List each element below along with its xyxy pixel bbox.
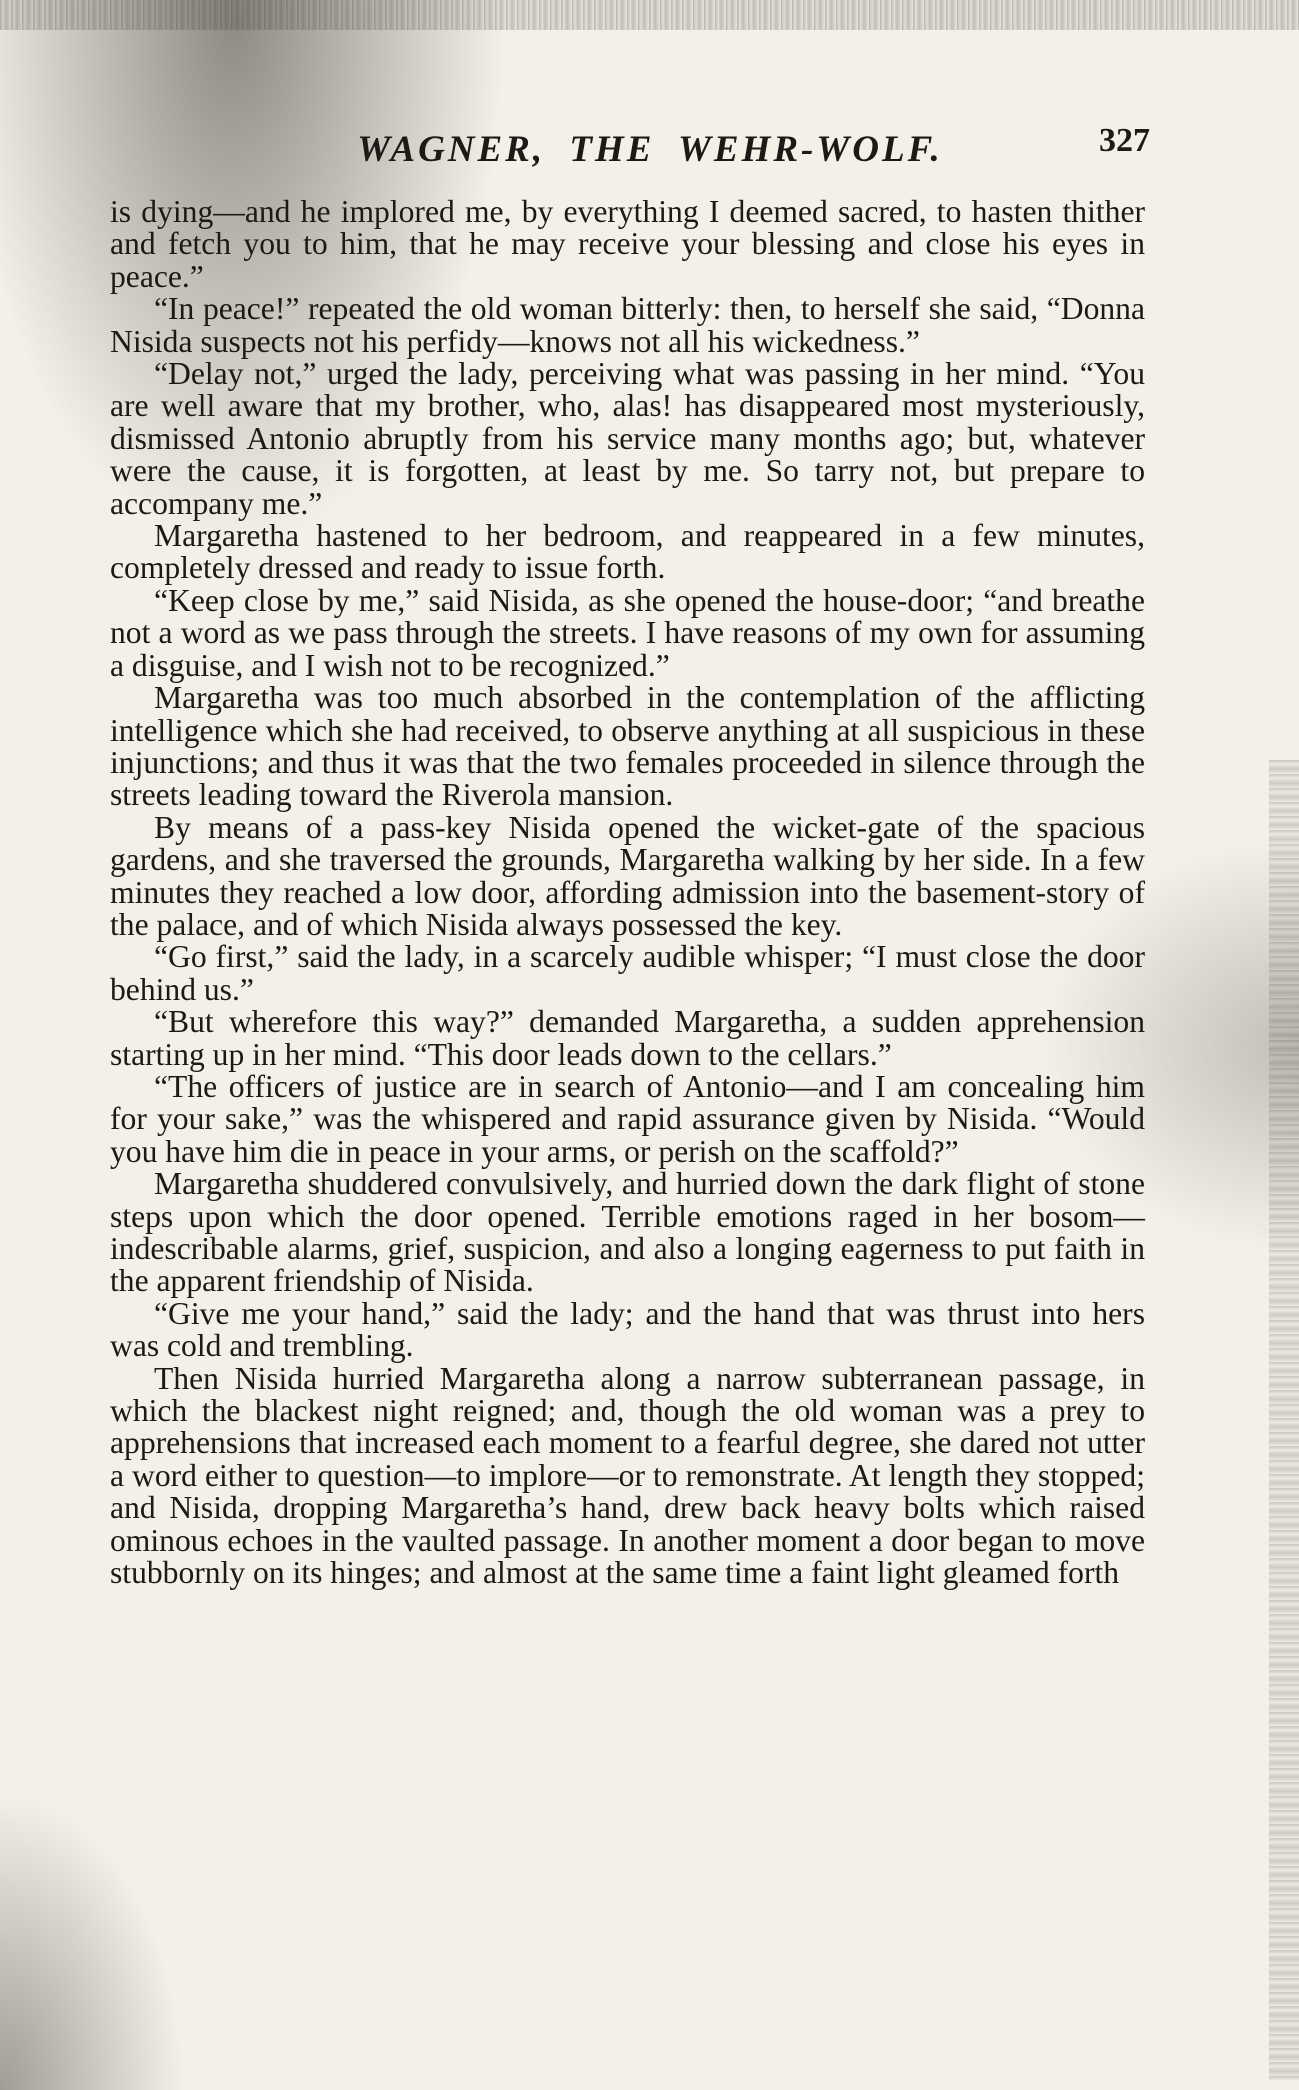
paragraph: Margaretha was too much absorbed in the contemplation of the afflicting intelligence which she had received, to observe anything at all suspicious in these injunctions; and thus it was that the two females proceeded in silence through the streets leading toward the Riverola mansion. xyxy=(110,680,1145,813)
paragraph: “Give me your hand,” said the lady; and the hand that was thrust into hers was cold and trembling. xyxy=(110,1295,1145,1364)
page-edge-shadow-top xyxy=(0,0,1299,30)
paragraph: “In peace!” repeated the old woman bitterly: then, to herself she said, “Donna Nisida suspects not his perfidy—knows not all his wickedness.” xyxy=(110,291,1145,359)
paragraph: “Delay not,” urged the lady, perceiving what was passing in her mind. “You are well aware that my brother, who, alas! has disappeared most mysteriously, dismissed Antonio abruptly from his service many months ago; but, whatever were the cause, it is forgotten, at least by me. So tarry not, but prepare to accompany me.” xyxy=(110,356,1145,521)
paragraph: Margaretha shuddered convulsively, and hurried down the dark flight of stone steps upon which the door opened. Terrible emotions raged in her bosom—indescribable alarms, grief, suspicion, and also a longing eagerness to put faith in the apparent friendship of Nisida. xyxy=(110,1166,1145,1299)
paragraph: “Go first,” said the lady, in a scarcely audible whisper; “I must close the door behind us.” xyxy=(110,939,1145,1007)
body-text xyxy=(110,196,1145,1589)
paragraph: “The officers of justice are in search of Antonio—and I am concealing him for your sake,” was the whispered and rapid assurance given by Nisida. “Would you have him die in peace in your arms, or perish on the scaffold?” xyxy=(110,1068,1145,1169)
paragraph: is dying—and he implored me, by everything I deemed sacred, to hasten thither and fetch you to him, that he may receive your blessing and close his eyes in peace.” xyxy=(110,194,1145,294)
page-header xyxy=(110,122,1150,188)
paragraph: Then Nisida hurried Margaretha along a narrow subterranean passage, in which the blackest night reigned; and, though the old woman was a prey to apprehensions that increased each moment to a fearful degree, she dared not utter a word either to question—to implore—or to remonstrate. At length they stopped; and Nisida, dropping Margaretha’s hand, drew back heavy bolts which raised ominous echoes in the vaulted passage. In another moment a door began to move stubbornly on its hinges; and almost at the same time a faint light gleamed forth xyxy=(110,1360,1145,1591)
running-title: WAGNER, THE WEHR-WOLF. xyxy=(357,129,943,170)
paragraph: “Keep close by me,” said Nisida, as she opened the house-door; “and breathe not a word as we pass through the streets. I have reasons of my own for assuming a disguise, and I wish not to be recognized.” xyxy=(110,582,1145,683)
paragraph: Margaretha hastened to her bedroom, and reappeared in a few minutes, completely dressed and ready to issue forth. xyxy=(110,518,1145,586)
paragraph: “But wherefore this way?” demanded Margaretha, a sudden apprehension starting up in her mind. “This door leads down to the cellars.” xyxy=(110,1004,1145,1072)
paragraph: By means of a pass-key Nisida opened the wicket-gate of the spacious gardens, and she traversed the grounds, Margaretha walking by her side. In a few minutes they reached a low door, affording admission into the basement-story of the palace, and of which Nisida always possessed the key. xyxy=(110,809,1145,942)
page-number: 327 xyxy=(1099,122,1150,159)
page-edge-shadow-right xyxy=(1269,760,1299,2080)
